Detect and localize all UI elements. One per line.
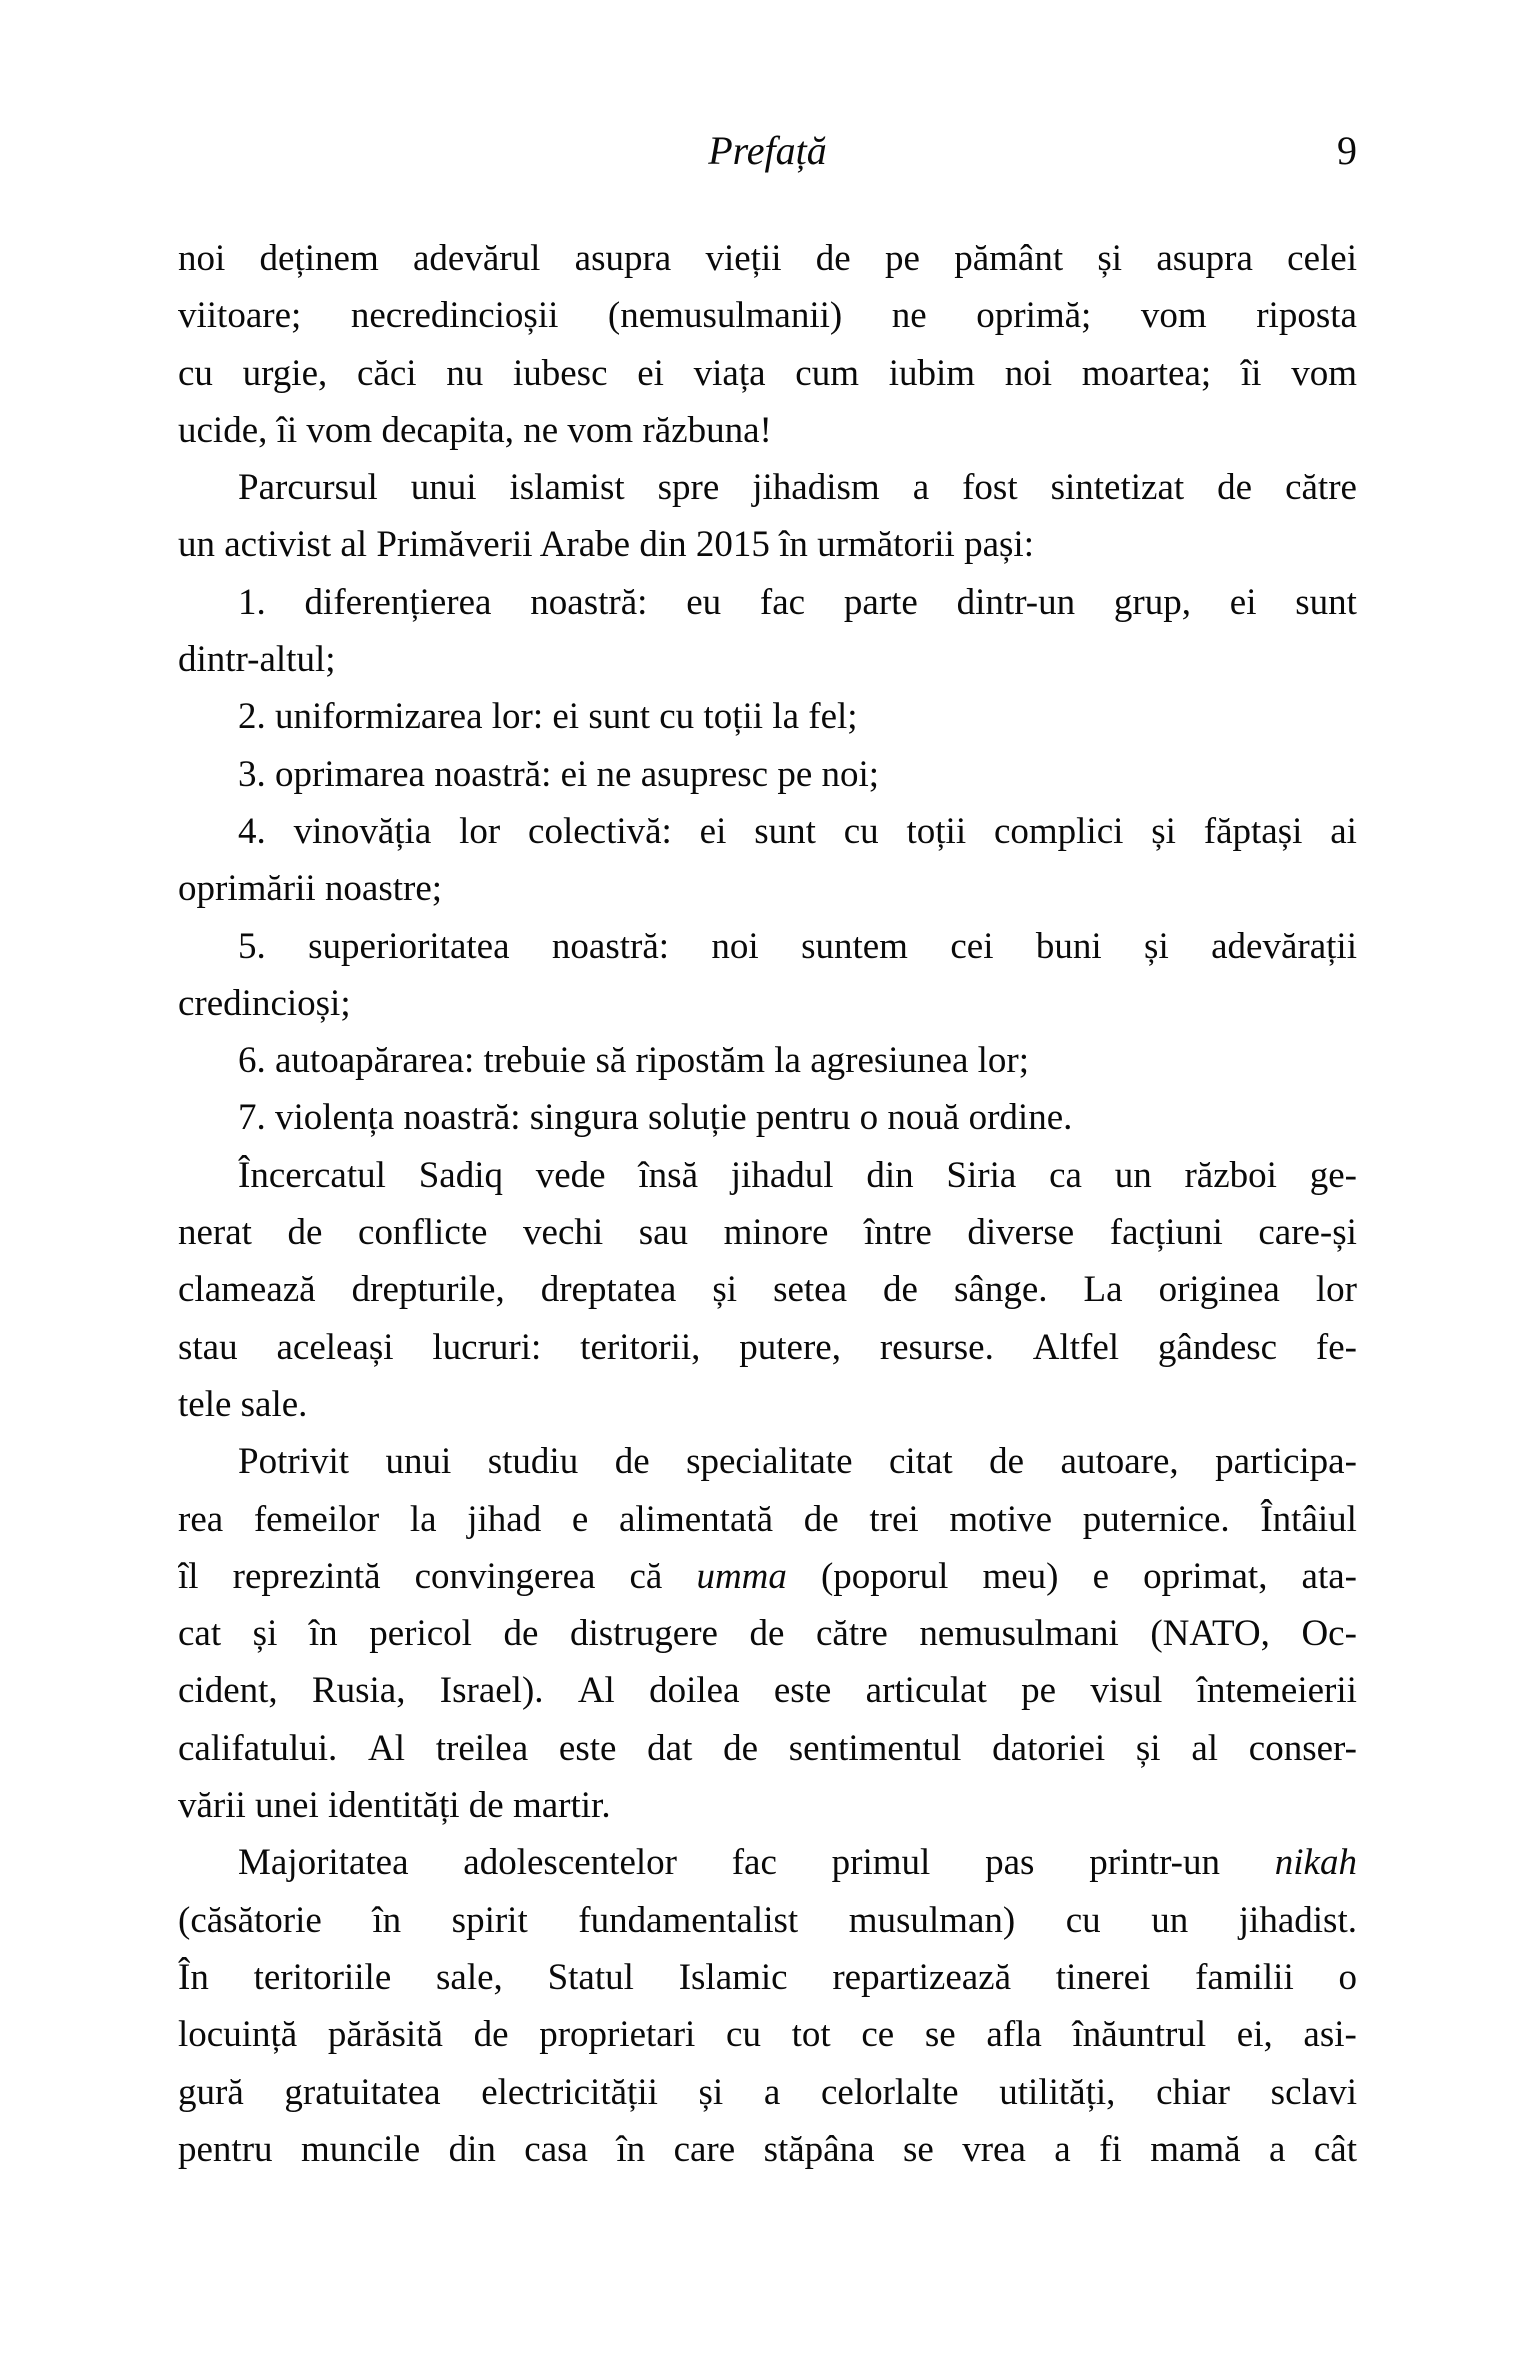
text-line: 2. uniformizarea lor: ei sunt cu toții la fel; (238, 696, 858, 738)
text-line: dintr-altul; (178, 639, 336, 681)
text-line: pentru muncile din casa în care stăpâna se vrea a fi mamă a cât (178, 2128, 1357, 2170)
text-line: tele sale. (178, 1383, 308, 1425)
paragraph (178, 459, 1357, 574)
text-line: (căsătorie în spirit fundamentalist musulman) cu un jihadist. (178, 1899, 1357, 1941)
text-line: Majoritatea adolescentelor fac primul pas printr-un nikah (238, 1842, 1357, 1884)
text-line: Parcursul unui islamist spre jihadism a fost sintetizat de către (238, 467, 1357, 509)
text-line: credincioși; (178, 982, 351, 1024)
paragraph (178, 1147, 1357, 1433)
text-line: gură gratuitatea electricității și a celorlalte utilități, chiar sclavi (178, 2071, 1357, 2113)
text-line: 1. diferențierea noastră: eu fac parte dintr-un grup, ei sunt (238, 581, 1357, 623)
text-line: îl reprezintă convingerea că umma (poporul meu) e oprimat, ata- (178, 1555, 1357, 1597)
text-line: cu urgie, căci nu iubesc ei viața cum iubim noi moartea; îi vom (178, 352, 1357, 394)
text-line: 7. violența noastră: singura soluție pentru o nouă ordine. (238, 1097, 1073, 1139)
paragraph (178, 746, 1357, 803)
paragraph (178, 230, 1357, 459)
text-line: ucide, îi vom decapita, ne vom răzbuna! (178, 409, 772, 451)
text-line: 6. autoapărarea: trebuie să ripostăm la agresiunea lor; (238, 1040, 1030, 1082)
text-line: vării unei identități de martir. (178, 1785, 611, 1827)
text-line: cident, Rusia, Israel). Al doilea este articulat pe visul întemeierii (178, 1670, 1357, 1712)
running-header-title: Prefață (708, 128, 827, 173)
running-header (178, 128, 1357, 174)
paragraph (178, 1032, 1357, 1089)
text-line: 4. vinovăția lor colectivă: ei sunt cu toții complici și făptași ai (238, 810, 1357, 852)
page-number: 9 (1337, 128, 1357, 173)
text-line: Potrivit unui studiu de specialitate citat de autoare, participa- (238, 1441, 1357, 1483)
text-line: viitoare; necredincioșii (nemusulmanii) ne oprimă; vom riposta (178, 295, 1357, 337)
text-line: 3. oprimarea noastră: ei ne asupresc pe noi; (238, 753, 880, 795)
paragraph (178, 574, 1357, 689)
text-line: stau aceleași lucruri: teritorii, putere, resurse. Altfel gândesc fe- (178, 1326, 1357, 1368)
paragraph (178, 1433, 1357, 1834)
page-body (178, 230, 1357, 2178)
paragraph (178, 918, 1357, 1033)
paragraph (178, 688, 1357, 745)
paragraph (178, 803, 1357, 918)
text-line: califatului. Al treilea este dat de sentimentul datoriei și al conser- (178, 1727, 1357, 1769)
text-line: cat și în pericol de distrugere de către nemusulmani (NATO, Oc- (178, 1613, 1357, 1655)
text-line: clamează drepturile, dreptatea și setea de sânge. La originea lor (178, 1269, 1357, 1311)
text-line: În teritoriile sale, Statul Islamic repartizează tinerei familii o (178, 1956, 1357, 1998)
text-line: oprimării noastre; (178, 868, 443, 910)
paragraph (178, 1834, 1357, 2178)
paragraph (178, 1089, 1357, 1146)
text-line: Încercatul Sadiq vede însă jihadul din Siria ca un război ge- (238, 1154, 1357, 1196)
text-line: un activist al Primăverii Arabe din 2015 în următorii pași: (178, 524, 1034, 566)
text-line: 5. superioritatea noastră: noi suntem cei buni și adevărații (238, 925, 1357, 967)
text-line: locuință părăsită de proprietari cu tot ce se afla înăuntrul ei, asi- (178, 2014, 1357, 2056)
text-line: rea femeilor la jihad e alimentată de trei motive puternice. Întâiul (178, 1498, 1357, 1540)
text-line: nerat de conflicte vechi sau minore între diverse facțiuni care-și (178, 1212, 1357, 1254)
text-line: noi deținem adevărul asupra vieții de pe pământ și asupra celei (178, 238, 1357, 279)
